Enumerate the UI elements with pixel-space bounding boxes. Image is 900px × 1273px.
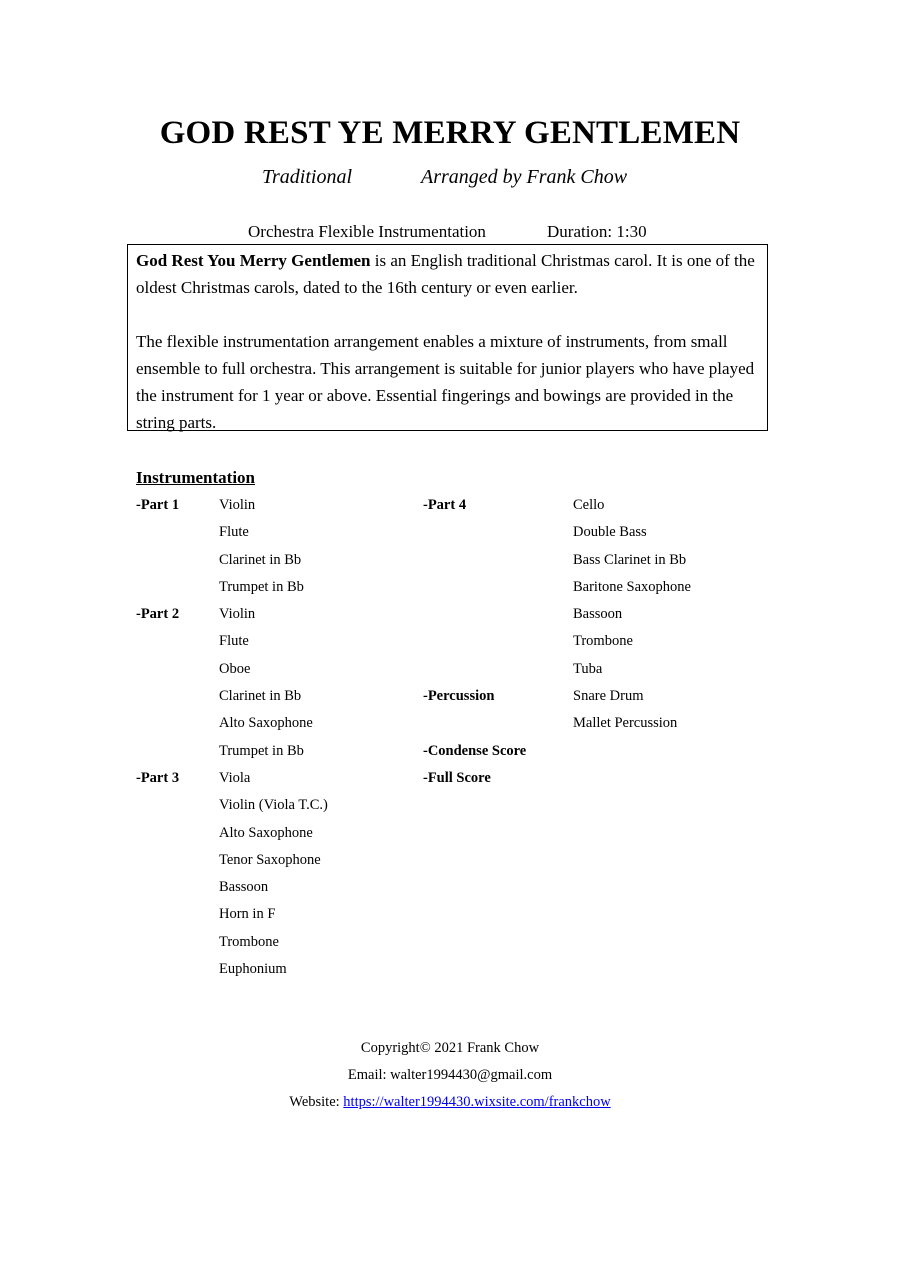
instrument-row — [136, 521, 416, 548]
instrument-row — [423, 576, 763, 603]
instrument-name: Trumpet in Bb — [219, 578, 304, 595]
instrument-row — [423, 630, 763, 657]
part-label: -Percussion — [423, 688, 495, 705]
instrument-row — [136, 931, 416, 958]
part-label: -Part 2 — [136, 606, 180, 623]
instrument-row — [423, 767, 763, 794]
instrument-row — [136, 876, 416, 903]
instrument-row — [136, 494, 416, 521]
page-title: GOD REST YE MERRY GENTLEMEN — [159, 115, 741, 151]
website-label: Website: — [289, 1094, 344, 1110]
instrument-row — [136, 658, 416, 685]
instrument-row — [136, 767, 416, 794]
duration: Duration: 1:30 — [547, 222, 647, 241]
website-line — [0, 1094, 900, 1111]
instrument-name: Violin — [219, 497, 256, 513]
instrument-row — [136, 849, 416, 876]
instrumentation-list-right — [423, 494, 763, 794]
description-paragraph-2: The flexible instrumentation arrangement enables a mixture of instruments, from small ensemble to full orchestra. This arrangement is suitable for junior players who have played the instrument for 1 year or above. Essential fingerings and bowings are provided in the string parts. — [136, 332, 755, 432]
part-label: -Condense Score — [423, 742, 527, 759]
contact-email: Email: walter1994430@gmail.com — [347, 1067, 553, 1083]
instrument-row — [136, 549, 416, 576]
instrument-name: Horn in F — [219, 906, 276, 923]
instrument-name: Clarinet in Bb — [219, 551, 302, 568]
website-link[interactable]: https://walter1994430.wixsite.com/frankchow — [343, 1094, 611, 1110]
instrument-row — [423, 521, 763, 548]
instrument-name: Flute — [219, 524, 249, 541]
instrument-name: Violin (Viola T.C.) — [219, 797, 328, 814]
instrument-name: Cello — [573, 497, 605, 513]
instrument-row — [136, 822, 416, 849]
instrument-name: Flute — [219, 633, 249, 650]
part-label: -Part 3 — [136, 769, 180, 786]
instrument-name: Viola — [219, 769, 251, 786]
instrument-row — [423, 740, 763, 767]
part-label: -Part 4 — [423, 497, 467, 513]
instrument-row — [423, 658, 763, 685]
instrument-name: Alto Saxophone — [219, 715, 313, 732]
instrumentation-type: Orchestra Flexible Instrumentation — [248, 222, 486, 241]
instrument-name: Bassoon — [219, 879, 269, 896]
instrument-row — [423, 685, 763, 712]
instrument-row — [136, 630, 416, 657]
instrument-row — [423, 549, 763, 576]
description-box — [127, 244, 768, 431]
description-p1-text: is an English traditional Christmas carol. It is one of the oldest Christmas carols, dated to the 16th century or even earlier. — [136, 251, 755, 297]
instrumentation-list-left — [136, 494, 416, 985]
instrument-name: Tuba — [573, 660, 603, 677]
composer-credit: Traditional — [262, 166, 353, 188]
instrument-row — [136, 685, 416, 712]
part-label: -Part 1 — [136, 497, 180, 513]
arranger-credit: Arranged by Frank Chow — [421, 166, 628, 188]
instrument-name: Baritone Saxophone — [573, 578, 691, 595]
instrument-row — [136, 576, 416, 603]
instrument-name: Alto Saxophone — [219, 824, 313, 841]
instrument-row — [423, 603, 763, 630]
instrument-row — [136, 794, 416, 821]
copyright: Copyright© 2021 Frank Chow — [360, 1040, 540, 1056]
instrument-name: Snare Drum — [573, 688, 644, 705]
instrument-name: Bass Clarinet in Bb — [573, 551, 687, 568]
instrument-name: Tenor Saxophone — [219, 851, 321, 868]
instrument-row — [136, 958, 416, 985]
instrument-name: Trombone — [573, 633, 633, 650]
instrument-row — [423, 712, 763, 739]
description-paragraph-1 — [136, 247, 759, 301]
instrument-name: Oboe — [219, 660, 251, 677]
instrument-name: Double Bass — [573, 524, 647, 541]
carol-name: God Rest You Merry Gentlemen — [136, 251, 371, 270]
instrument-name: Mallet Percussion — [573, 715, 678, 732]
instrument-row — [423, 494, 763, 521]
instrument-row — [136, 603, 416, 630]
instrument-row — [136, 712, 416, 739]
instrument-name: Euphonium — [219, 961, 287, 978]
instrument-name: Violin — [219, 606, 256, 623]
instrument-name: Trumpet in Bb — [219, 742, 304, 759]
instrument-row — [136, 903, 416, 930]
instrumentation-heading: Instrumentation — [136, 468, 256, 487]
instrument-name: Bassoon — [573, 606, 623, 623]
instrument-row — [136, 740, 416, 767]
instrument-name: Clarinet in Bb — [219, 688, 302, 705]
part-label: -Full Score — [423, 769, 491, 786]
instrument-name: Trombone — [219, 933, 279, 950]
